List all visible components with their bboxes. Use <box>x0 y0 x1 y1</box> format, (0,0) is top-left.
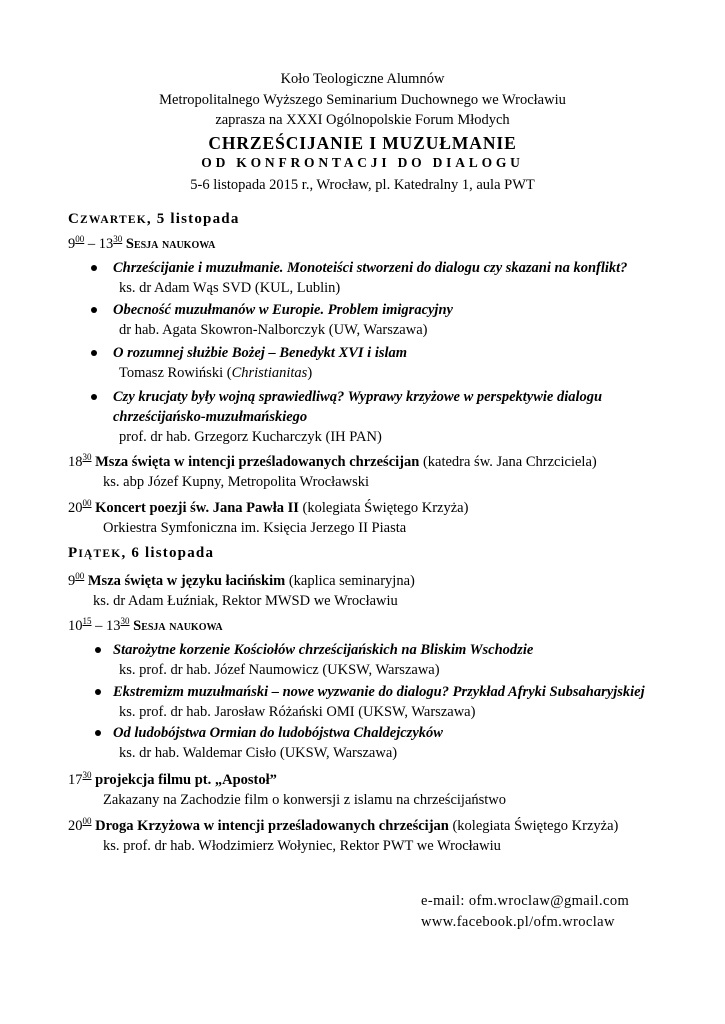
day2-film-desc: Zakazany na Zachodzie film o konwersji z islamu na chrześcijaństwo <box>103 792 507 808</box>
event-title: CHRZEŚCIJANIE I MUZUŁMANIE <box>208 132 517 153</box>
bullet-icon <box>91 394 97 400</box>
contact-email[interactable]: e-mail: ofm.wroclaw@gmail.com <box>421 893 630 909</box>
bullet-icon <box>91 350 97 356</box>
day1-concert-person: Orkiestra Symfoniczna im. Księcia Jerzego II Piasta <box>103 520 407 536</box>
event-dates: 5-6 listopada 2015 r., Wrocław, pl. Katedralny 1, aula PWT <box>190 176 535 193</box>
list-item: Starożytne korzenie Kościołów chrześcijańskich na Bliskim Wschodzie ks. prof. dr hab. Józef Naumowicz (UKSW, Warszawa) <box>113 642 534 678</box>
session-label: Sesja naukowa <box>125 236 216 252</box>
day2-session-time: $10^{15} - 13^{30}$ Sesja naukowa <box>68 616 223 634</box>
day2-mass-person: ks. dr Adam Łuźniak, Rektor MWSD we Wrocławiu <box>93 593 398 609</box>
day2-way-person: ks. prof. dr hab. Włodzimierz Wołyniec, Rektor PWT we Wrocławiu <box>103 838 501 854</box>
session-label: Sesja naukowa <box>133 618 223 634</box>
bullet-icon <box>95 689 101 695</box>
day1-concert: $20^{00}$ Koncert poezji św. Jana Pawła II (kolegiata Świętego Krzyża) <box>68 498 469 516</box>
invitation-line: zaprasza na XXXI Ogólnopolskie Forum Młodych <box>215 112 510 128</box>
bullet-icon <box>95 647 101 653</box>
organizer-line-1: Koło Teologiczne Alumnów <box>280 71 445 87</box>
contact-facebook[interactable]: www.facebook.pl/ofm.wroclaw <box>421 914 615 930</box>
list-item: Chrześcijanie i muzułmanie. Monoteiści stworzeni do dialogu czy skazani na konflikt? ks. dr Adam Wąs SVD (KUL, Lublin) <box>113 260 628 296</box>
list-item: Obecność muzułmanów w Europie. Problem imigracyjny dr hab. Agata Skowron-Nalborczyk (UW, Warszawa) <box>113 302 453 338</box>
list-item: O rozumnej służbie Bożej – Benedykt XVI i islam Tomasz Rowiński (Christianitas) <box>113 345 408 381</box>
day1-session-time: $9^{00} - 13^{30}$ Sesja naukowa <box>68 234 216 252</box>
day2-heading: PIĄTEK, 6 listopada <box>68 545 215 561</box>
day1-mass: $18^{30}$ Msza święta w intencji prześladowanych chrześcijan (katedra św. Jana Chrzciciela) <box>68 452 597 470</box>
contact-block <box>421 891 629 933</box>
day2-way-of-cross: $20^{00}$ Droga Krzyżowa w intencji prześladowanych chrześcijan (kolegiata Świętego Krzyża) <box>68 816 619 834</box>
bullet-icon <box>91 307 97 313</box>
event-subtitle: OD KONFRONTACJI DO DIALOGU <box>201 154 524 170</box>
day1-heading: CZWARTEK, 5 listopada <box>68 211 240 227</box>
organizer-line-2: Metropolitalnego Wyższego Seminarium Duchownego we Wrocławiu <box>159 91 566 108</box>
bullet-icon <box>91 265 97 271</box>
day2-film: $17^{30}$ projekcja filmu pt. „Apostoł” <box>68 770 277 788</box>
bullet-icon <box>95 730 101 736</box>
day2-mass: $9^{00}$ Msza święta w języku łacińskim (kaplica seminaryjna) <box>68 571 415 589</box>
list-item: Czy krucjaty były wojną sprawiedliwą? Wyprawy krzyżowe w perspektywie dialogu chrześcijańsko-muzułmańskiego prof. dr hab. Grzegorz Kucharczyk (IH PAN) <box>113 389 603 445</box>
header <box>0 69 725 196</box>
day1-mass-person: ks. abp Józef Kupny, Metropolita Wrocławski <box>103 474 369 490</box>
list-item: Od ludobójstwa Ormian do ludobójstwa Chaldejczyków ks. dr hab. Waldemar Cisło (UKSW, Warszawa) <box>113 725 443 761</box>
list-item: Ekstremizm muzułmański – nowe wyzwanie do dialogu? Przykład Afryki Subsaharyjskiej ks. prof. dr hab. Jarosław Różański OMI (UKSW, Warszawa) <box>113 684 645 720</box>
